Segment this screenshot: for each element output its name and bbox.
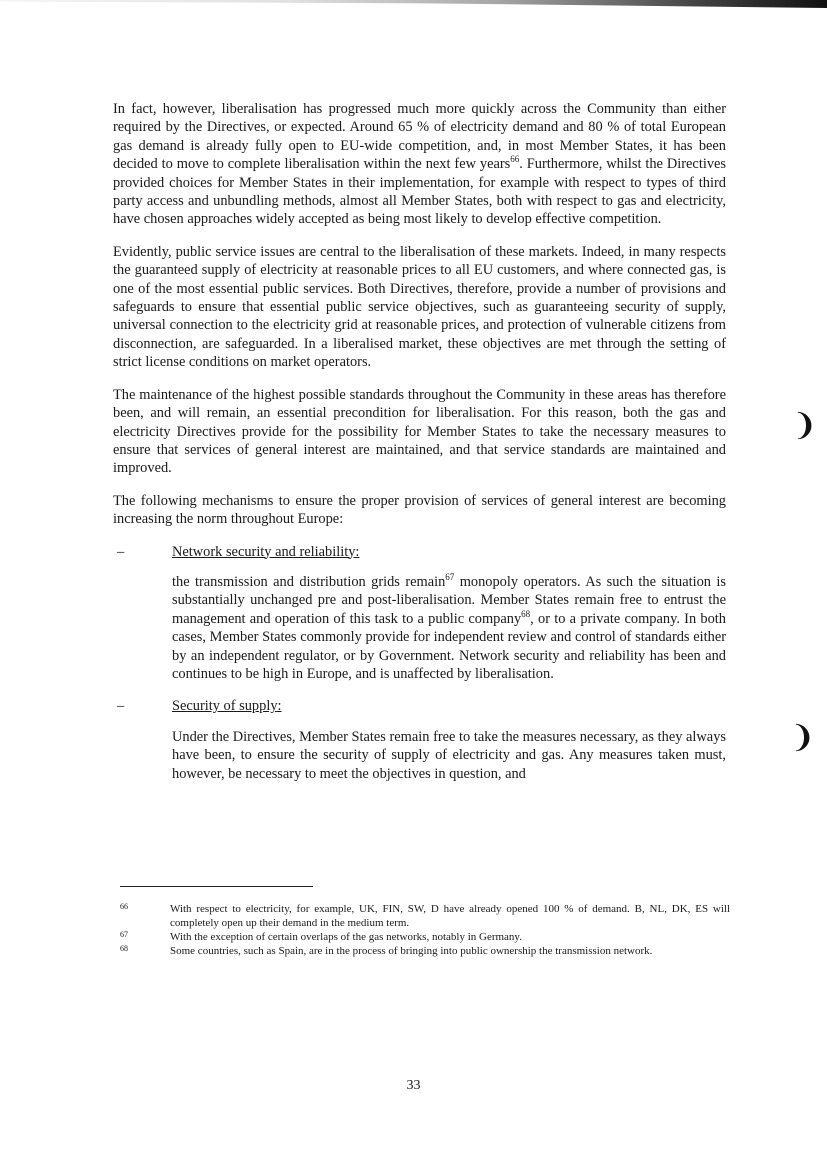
paragraph-standards: The maintenance of the highest possible standards throughout the Community in these areas has therefore been, and will remain, an essential precondition for liberalisation. For this reason, both the gas and electricity Directives provide for the possibility for Member States to take the necessary measures to ensure that services of general interest are maintained, and that service standards are maintained and improved. [113, 386, 726, 477]
footnotes [120, 902, 730, 958]
bullet-network-security-body [172, 573, 726, 683]
binder-hole-mark-icon: ❩ [792, 408, 818, 443]
bullet-security-supply-body: Under the Directives, Member States remain free to take the measures necessary, as they always have been, to ensure the security of supply of electricity and gas. Any measures taken must, however, be necessary to meet the objectives in question, and [172, 728, 726, 782]
paragraph-mechanisms-intro: The following mechanisms to ensure the proper provision of services of general interest are becoming increasing the norm throughout Europe: [113, 492, 726, 528]
bullet-body-text: , or to a private company. In both cases, Member States commonly provide for independent review and control of standards either by an independent regulator, or by Government. Network security and reliability has been and continues to be high in Europe, and is unaffected by liberalisation. [172, 610, 727, 682]
bullet-heading-text: Network security and reliability: [172, 543, 360, 560]
footnote-number: 68 [120, 944, 128, 953]
footnote-separator [120, 886, 313, 887]
paragraph-text: In fact, however, liberalisation has progressed much more quickly across the Community than either required by the Directives, or expected. Around 65 % of electricity demand and 80 % of total European gas demand is already fully open to EU-wide competition, and, in most Member States, it has been decided to move to complete liberalisation within the next few years [113, 101, 726, 173]
bullet-dash: – [117, 698, 125, 715]
binder-hole-mark-icon: ❩ [790, 720, 816, 755]
paragraph-public-service: Evidently, public service issues are central to the liberalisation of these markets. Indeed, in many respects the guaranteed supply of electricity at reasonable prices to all EU customers, and where connected gas, is one of the most essential public services. Both Directives, therefore, provide a number of provisions and safeguards to ensure that essential public service objectives, such as guaranteeing security of supply, universal connection to the electricity grid at reasonable prices, and protection of vulnerable citizens from disconnection, are safeguarded. In a liberalised market, these objectives are met through the setting of strict license conditions on market operators. [113, 243, 726, 371]
footnote-text: Some countries, such as Spain, are in the process of bringing into public ownership the transmission network. [170, 945, 653, 957]
footnote-66 [120, 902, 730, 930]
scan-edge-shadow [0, 0, 827, 8]
bullet-heading-text: Security of supply: [172, 698, 282, 715]
footnote-ref-66[interactable]: 66 [510, 154, 520, 165]
paragraph-liberalisation-progress [113, 100, 726, 229]
page-number: 33 [406, 1078, 421, 1093]
paragraph-text: . Furthermore, whilst the Directives provided choices for Member States in their implementation, for example with respect to types of third party access and unbundling methods, almost all Member States, both with respect to gas and electricity, have chosen approaches widely accepted as being most likely to develop effective competition. [113, 156, 726, 228]
bullet-body-text: the transmission and distribution grids remain [172, 573, 446, 590]
footnote-ref-67[interactable]: 67 [445, 572, 455, 583]
document-body [113, 100, 726, 797]
bullet-body-text: monopoly operators. As such the situation is substantially unchanged pre and post-liberalisation. Member States remain free to entrust the management and operation of this task to a public company [172, 573, 726, 627]
bullet-dash: – [117, 543, 125, 560]
footnote-number: 66 [120, 902, 128, 911]
footnote-number: 67 [120, 930, 128, 939]
footnote-text: With respect to electricity, for example, UK, FIN, SW, D have already opened 100 % of demand. B, NL, DK, ES will completely open up their demand in the medium term. [170, 903, 730, 929]
footnote-text: With the exception of certain overlaps of the gas networks, notably in Germany. [170, 931, 522, 943]
footnote-68 [120, 944, 730, 958]
footnote-67 [120, 930, 730, 944]
bullet-network-security-heading [113, 543, 726, 561]
bullet-security-supply-heading [113, 697, 726, 715]
footnote-ref-68[interactable]: 68 [521, 608, 531, 619]
